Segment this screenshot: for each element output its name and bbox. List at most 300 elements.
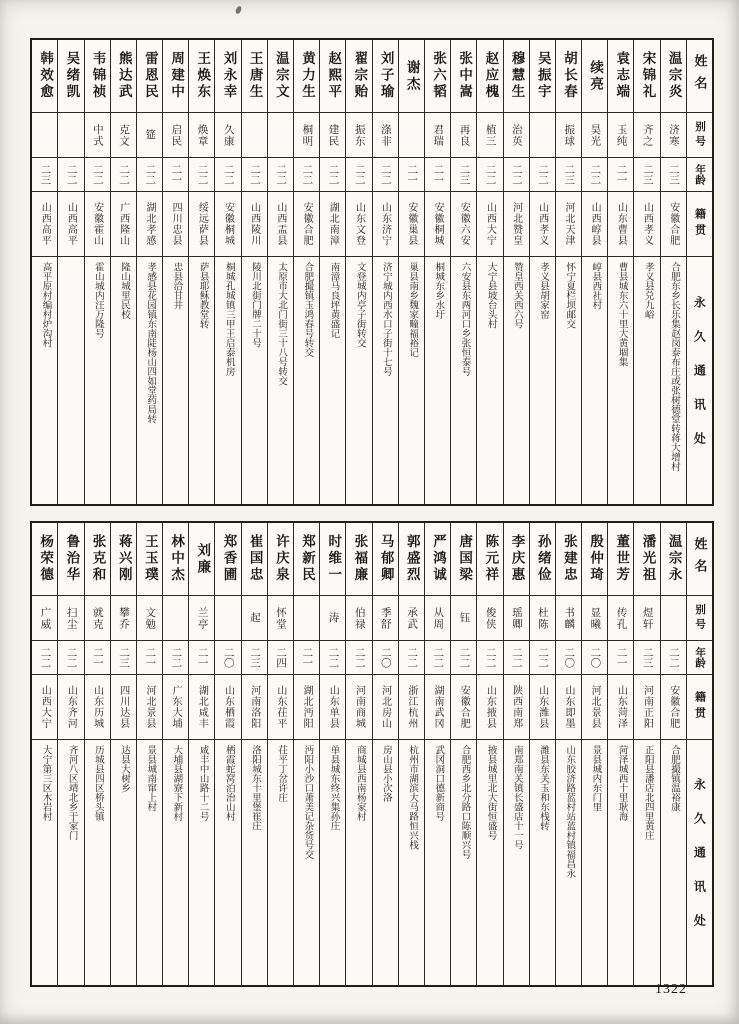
person-column [84, 523, 110, 985]
person-alias [373, 113, 398, 158]
person-alias-text: 齐之 [641, 123, 653, 147]
person-age [451, 158, 476, 192]
person-alias-text: 钰 [458, 612, 470, 624]
person-column [214, 523, 240, 985]
person-alias-text: 兰亭 [196, 606, 208, 630]
person-age [661, 641, 686, 675]
person-age-text: 二三 [39, 164, 51, 185]
person-alias [582, 113, 607, 158]
person-native-place [137, 192, 162, 257]
person-address-text: 六安县东两河口乡张恒泰号 [459, 262, 470, 376]
person-alias [399, 596, 424, 641]
person-name-text: 韦锦祯 [90, 51, 106, 101]
person-name [58, 523, 83, 596]
person-age [137, 641, 162, 675]
person-alias-text: 杜陈 [537, 606, 549, 630]
column-header-age [687, 158, 712, 192]
person-native-place-text: 山东即墨 [562, 685, 574, 729]
person-address [530, 257, 555, 504]
person-address-text: 孝义县兑九峪 [642, 262, 653, 319]
person-age-text: 二〇 [563, 647, 575, 668]
person-age-text: 二二 [537, 647, 549, 668]
person-age [85, 158, 110, 192]
person-address [58, 257, 83, 504]
person-name [294, 523, 319, 596]
person-age-text: 二二 [65, 164, 77, 185]
person-alias [608, 596, 633, 641]
column-header-address-label: 永久通讯处 [692, 295, 707, 466]
person-alias [189, 113, 214, 158]
person-address-text: 桐城孔城镇三甲王启泰机房 [223, 262, 234, 376]
person-native-place [373, 192, 398, 257]
person-alias [85, 113, 110, 158]
person-name [530, 523, 555, 596]
person-alias [137, 596, 162, 641]
person-name-text: 续亮 [588, 59, 604, 93]
person-address [373, 257, 398, 504]
person-column [398, 40, 424, 504]
person-column [57, 523, 83, 985]
person-native-place [582, 192, 607, 257]
person-native-place [477, 192, 502, 257]
person-native-place [32, 192, 57, 257]
person-alias-text: 振东 [353, 123, 365, 147]
person-address-text: 桐城东乡水圩 [433, 262, 444, 319]
person-native-place [556, 192, 581, 257]
person-alias-text: 煜轩 [641, 606, 653, 630]
person-name-text: 严鸿诚 [430, 534, 446, 584]
person-alias-text: 书麟 [563, 606, 575, 630]
person-name [504, 523, 529, 596]
person-alias [268, 113, 293, 158]
person-alias [582, 596, 607, 641]
person-age-text: 二一 [144, 647, 156, 668]
person-native-place [504, 192, 529, 257]
person-name [399, 40, 424, 113]
person-native-place-text: 河南正阳 [641, 685, 653, 729]
person-native-place-text: 山东单县 [327, 685, 339, 729]
person-native-place-text: 湖北咸丰 [196, 685, 208, 729]
person-age-text: 二三 [458, 164, 470, 185]
person-column [241, 40, 267, 504]
person-native-place [111, 675, 136, 740]
person-address-text: 掖县城里北大街恒盛号 [485, 745, 496, 840]
person-age [504, 158, 529, 192]
person-age [32, 641, 57, 675]
person-native-place-text: 山东潍县 [536, 685, 548, 729]
person-age [582, 641, 607, 675]
person-address [451, 740, 476, 985]
person-alias-text: 显曦 [589, 606, 601, 630]
person-native-place-text: 山东掖县 [484, 685, 496, 729]
person-native-place-text: 安徽霍山 [91, 202, 103, 246]
person-age [661, 158, 686, 192]
person-name [582, 523, 607, 596]
column-header-native [687, 675, 712, 740]
person-name-text: 张建忠 [561, 534, 577, 584]
person-address [425, 257, 450, 504]
person-native-place-text: 四川达县 [117, 685, 129, 729]
person-native-place [294, 192, 319, 257]
person-name-text: 殷仲琦 [588, 534, 604, 584]
person-age-text: 二二 [65, 647, 77, 668]
person-age-text: 二三 [641, 647, 653, 668]
person-native-place-text: 山东茌平 [274, 685, 286, 729]
person-native-place [85, 675, 110, 740]
person-age-text: 二二 [589, 164, 601, 185]
person-native-place-text: 山西高平 [39, 202, 51, 246]
person-native-place-text: 湖北沔阳 [301, 685, 313, 729]
person-native-place-text: 山东曹县 [615, 202, 627, 246]
person-address-text: 陵川北街门牌二十号 [249, 262, 260, 348]
person-address-text: 大宁第三区木岩村 [40, 745, 51, 821]
header-column [686, 523, 712, 985]
column-header-native-label: 籍贯 [693, 691, 706, 723]
person-native-place [320, 192, 345, 257]
person-native-place-text: 山西大宁 [484, 202, 496, 246]
person-address-text: 赞皇西关西六号 [511, 262, 522, 329]
person-alias [111, 113, 136, 158]
person-address-text: 孝义县胡家窑 [538, 262, 549, 319]
person-alias [111, 596, 136, 641]
person-column [450, 40, 476, 504]
person-alias [242, 113, 267, 158]
person-address-text: 单县城东终兴集孙庄 [328, 745, 339, 831]
person-name-text: 唐国梁 [457, 534, 473, 584]
person-name-text: 刘子瑜 [378, 51, 394, 101]
person-name [608, 523, 633, 596]
person-address-text: 沔阳小沙口萧美记杂货号交 [302, 745, 313, 859]
person-address [189, 257, 214, 504]
person-address [137, 740, 162, 985]
person-name [163, 523, 188, 596]
person-column [162, 523, 188, 985]
person-name [661, 523, 686, 596]
person-name-text: 李庆惠 [509, 534, 525, 584]
person-age-text: 二二 [196, 164, 208, 185]
person-native-place [582, 675, 607, 740]
person-native-place-text: 安徽六安 [458, 202, 470, 246]
person-native-place [634, 675, 659, 740]
person-native-place [346, 192, 371, 257]
person-alias [294, 596, 319, 641]
column-header-alias-label: 别号 [694, 120, 706, 150]
person-native-place-text: 河北景县 [589, 685, 601, 729]
person-name [163, 40, 188, 113]
person-column [110, 40, 136, 504]
person-name [373, 523, 398, 596]
person-age [504, 641, 529, 675]
person-native-place-text: 湖南武冈 [432, 685, 444, 729]
person-native-place-text: 山西孝义 [536, 202, 548, 246]
person-age-text: 二一 [615, 647, 627, 668]
column-header-alias [687, 113, 712, 158]
person-name [451, 40, 476, 113]
person-native-place-text: 山西崞县 [589, 202, 601, 246]
person-address-text: 房山县小次洛 [380, 745, 391, 802]
person-name-text: 穆慧生 [509, 51, 525, 101]
person-address-text: 达县大树乡 [119, 745, 130, 793]
person-alias [661, 596, 686, 641]
column-header-address [687, 257, 712, 504]
person-address-text: 南郑南关镇长盛店十一号 [511, 745, 522, 850]
person-address [346, 740, 371, 985]
person-column [503, 40, 529, 504]
person-alias [373, 596, 398, 641]
person-name [346, 523, 371, 596]
person-age [530, 158, 555, 192]
person-alias [320, 113, 345, 158]
person-native-place [242, 675, 267, 740]
person-alias [32, 113, 57, 158]
person-alias-text: 季舒 [379, 606, 391, 630]
person-alias [58, 113, 83, 158]
person-age [634, 641, 659, 675]
column-header-name-label: 姓名 [692, 54, 708, 98]
person-address-text: 景县城南窜上村 [145, 745, 156, 812]
person-native-place-text: 山西大宁 [39, 685, 51, 729]
person-name [242, 40, 267, 113]
person-native-place-text: 山东历城 [91, 685, 103, 729]
person-name [320, 40, 345, 113]
person-name [530, 40, 555, 113]
person-name-text: 宋锦礼 [640, 51, 656, 101]
person-name [477, 523, 502, 596]
column-header-native-label: 籍贯 [693, 208, 706, 240]
person-age [242, 641, 267, 675]
person-alias-text: 涤非 [379, 123, 391, 147]
person-column [607, 40, 633, 504]
person-native-place-text: 安徽合肥 [667, 685, 679, 729]
person-address [608, 257, 633, 504]
person-alias-text: 从周 [432, 606, 444, 630]
person-address-text: 合肥东乡长乐集赵岗泰布庄或张树德堂转蒋大增村 [668, 262, 679, 471]
column-header-name-label: 姓名 [692, 537, 708, 581]
person-alias [137, 113, 162, 158]
person-age-text: 二二 [432, 647, 444, 668]
person-alias [634, 596, 659, 641]
person-address-text: 合肥撮镇温裕康 [668, 745, 679, 812]
person-age [556, 158, 581, 192]
person-column [32, 523, 57, 985]
person-alias-text: 昊光 [589, 123, 601, 147]
person-name-text: 陈元祥 [483, 534, 499, 584]
person-native-place-text: 安徽合肥 [667, 202, 679, 246]
person-name-text: 潘光祖 [640, 534, 656, 584]
person-address [215, 740, 240, 985]
person-address-text: 杭州市湖滨大马路恒兴栈 [407, 745, 418, 850]
person-column [293, 40, 319, 504]
person-address [582, 257, 607, 504]
person-address-text: 大宁县坡台头村 [485, 262, 496, 329]
person-name-text: 王焕东 [195, 51, 211, 101]
person-name-text: 韩效愈 [38, 51, 54, 101]
person-address [451, 257, 476, 504]
person-native-place [32, 675, 57, 740]
person-native-place-text: 安徽巢县 [405, 202, 417, 246]
person-age-text: 二〇 [589, 647, 601, 668]
person-alias-text: 克文 [118, 123, 130, 147]
person-age [32, 158, 57, 192]
person-native-place [373, 675, 398, 740]
person-column [633, 40, 659, 504]
person-address [504, 257, 529, 504]
person-address [346, 257, 371, 504]
person-alias [294, 113, 319, 158]
person-native-place [189, 675, 214, 740]
person-age-text: 二二 [275, 164, 287, 185]
person-native-place-text: 河北房山 [379, 685, 391, 729]
person-name-text: 郑新民 [300, 534, 316, 584]
person-age-text: 二二 [667, 647, 679, 668]
person-name-text: 张克和 [90, 534, 106, 584]
person-name [556, 40, 581, 113]
person-name [634, 40, 659, 113]
person-address-text: 齐河八区靖北乡于家门 [66, 745, 77, 840]
person-native-place [399, 675, 424, 740]
person-native-place [268, 192, 293, 257]
person-address [268, 740, 293, 985]
person-alias-text: 筵 [144, 129, 156, 141]
person-address [320, 740, 345, 985]
person-native-place-text: 山东齐河 [65, 685, 77, 729]
person-name-text: 刘廉 [195, 542, 211, 576]
person-alias [85, 596, 110, 641]
person-alias [189, 596, 214, 641]
person-alias [242, 596, 267, 641]
person-name [634, 523, 659, 596]
person-name [504, 40, 529, 113]
person-age [399, 641, 424, 675]
person-native-place [215, 675, 240, 740]
person-alias-text: 承武 [406, 606, 418, 630]
person-column [398, 523, 424, 985]
person-name-text: 赵熙平 [326, 51, 342, 101]
person-address [163, 257, 188, 504]
person-name [85, 523, 110, 596]
person-age-text: 二二 [327, 164, 339, 185]
person-name-text: 温宗永 [666, 534, 682, 584]
person-age [215, 158, 240, 192]
person-alias-text: 济寒 [667, 123, 679, 147]
person-alias [504, 113, 529, 158]
person-alias-text: 玉纯 [615, 123, 627, 147]
person-alias-text: 文勉 [144, 606, 156, 630]
person-alias [530, 596, 555, 641]
person-address [661, 740, 686, 985]
person-address-text: 武冈洞口德新商号 [433, 745, 444, 821]
person-native-place-text: 广东大埔 [170, 685, 182, 729]
person-address [294, 740, 319, 985]
person-native-place-text: 河南洛阳 [248, 685, 260, 729]
person-alias-text: 启民 [170, 123, 182, 147]
person-alias-text: 怀堂 [275, 606, 287, 630]
person-column [267, 40, 293, 504]
person-native-place [320, 675, 345, 740]
person-address [634, 740, 659, 985]
person-age [242, 158, 267, 192]
person-name-text: 林中杰 [169, 534, 185, 584]
person-address [111, 257, 136, 504]
person-column [84, 40, 110, 504]
person-native-place [634, 192, 659, 257]
person-address [58, 740, 83, 985]
person-address-text: 商城县西南杨家村 [354, 745, 365, 821]
person-column [424, 523, 450, 985]
person-column [372, 523, 398, 985]
person-address [320, 257, 345, 504]
person-age [556, 641, 581, 675]
person-column [581, 523, 607, 985]
person-age-text: 二二 [484, 647, 496, 668]
person-native-place-text: 山西盂县 [274, 202, 286, 246]
person-native-place-text: 安徽桐城 [222, 202, 234, 246]
person-name [477, 40, 502, 113]
person-alias [268, 596, 293, 641]
person-age-text: 二二 [144, 164, 156, 185]
person-age [634, 158, 659, 192]
person-age [58, 158, 83, 192]
person-age [477, 641, 502, 675]
person-address-text: 大埔县湖寮下新村 [171, 745, 182, 821]
person-native-place [608, 675, 633, 740]
person-native-place [163, 192, 188, 257]
person-column [424, 40, 450, 504]
person-address-text: 巢县南乡魏家疃福裕记 [407, 262, 418, 357]
person-address-text: 山东胶济路蓝村站蓝村镇福昌永 [564, 745, 575, 878]
person-name [189, 523, 214, 596]
person-address [85, 257, 110, 504]
person-name-text: 郑香圃 [221, 534, 237, 584]
person-native-place-text: 陕西南郑 [510, 685, 522, 729]
person-column [529, 40, 555, 504]
person-age [608, 158, 633, 192]
person-native-place [294, 675, 319, 740]
person-native-place-text: 山东栖霞 [222, 685, 234, 729]
person-alias [320, 596, 345, 641]
person-age-text: 二二 [510, 164, 522, 185]
person-column [660, 523, 686, 985]
person-address [242, 257, 267, 504]
person-age [111, 641, 136, 675]
person-alias [58, 596, 83, 641]
person-age-text: 二二 [170, 647, 182, 668]
person-address-text: 景县城内东门里 [590, 745, 601, 812]
person-age [346, 641, 371, 675]
person-native-place [189, 192, 214, 257]
person-address-text: 合肥西乡北分路口陈顺兴号 [459, 745, 470, 859]
person-native-place [137, 675, 162, 740]
person-native-place-text: 湖北南漳 [327, 202, 339, 246]
person-age-text: 二三 [563, 164, 575, 185]
person-name [215, 40, 240, 113]
person-age-text: 二二 [379, 164, 391, 185]
person-age [425, 158, 450, 192]
person-address-text: 潍县东关玉和东栈转 [538, 745, 549, 831]
person-name [556, 523, 581, 596]
person-age-text: 二二 [39, 647, 51, 668]
person-address [163, 740, 188, 985]
person-address [556, 740, 581, 985]
person-name [346, 40, 371, 113]
person-name [215, 523, 240, 596]
person-name-text: 王玉璞 [142, 534, 158, 584]
person-alias-text: 再良 [458, 123, 470, 147]
person-age-text: 二一 [196, 647, 208, 668]
column-header-native [687, 192, 712, 257]
person-native-place-text: 四川忠县 [170, 202, 182, 246]
person-age-text: 二二 [222, 164, 234, 185]
